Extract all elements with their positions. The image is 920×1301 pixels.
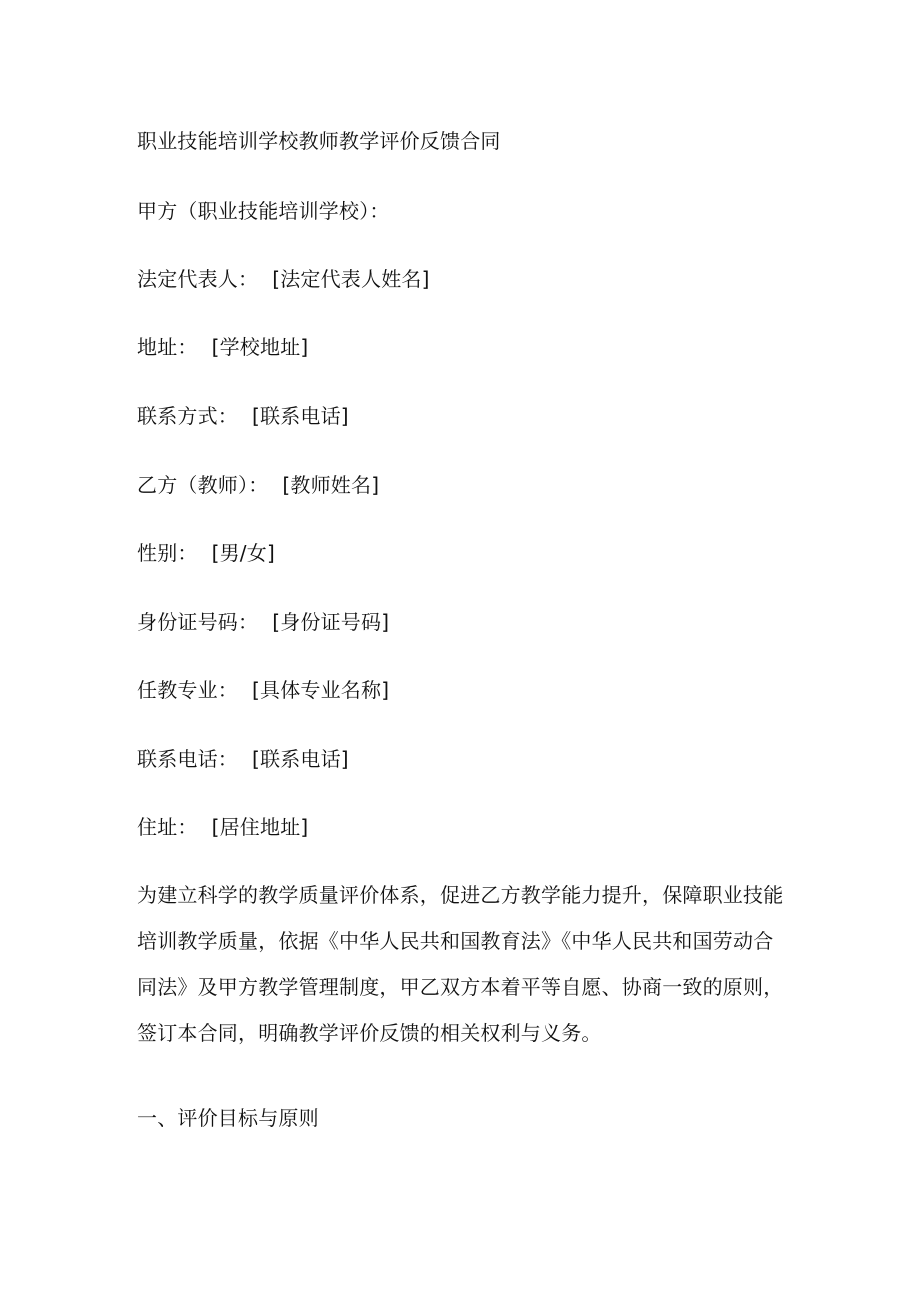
gender-label: 性别： [137, 541, 198, 565]
preamble-line: 培训教学质量，依据《中华人民共和国教育法》《中华人民共和国劳动合 [137, 929, 774, 953]
gender-line [137, 539, 275, 567]
preamble-line: 签订本合同，明确教学评价反馈的相关权利与义务。 [137, 1021, 602, 1045]
residence-value: [居住地址] [211, 815, 309, 839]
document-title: 职业技能培训学校教师教学评价反馈合同 [137, 129, 501, 153]
preamble-paragraph [137, 872, 787, 1056]
party-a-line [137, 197, 390, 225]
preamble-line: 为建立科学的教学质量评价体系，促进乙方教学能力提升，保障职业技能 [137, 883, 784, 907]
contact-a-value: [联系电话] [252, 404, 349, 428]
phone-b-label: 联系电话： [137, 747, 238, 771]
id-number-line [137, 608, 389, 636]
major-line [137, 676, 389, 704]
legal-rep-value: [法定代表人姓名] [272, 267, 430, 291]
address-value: [学校地址] [211, 335, 309, 359]
contact-a-label: 联系方式： [137, 404, 238, 428]
legal-rep-line [137, 265, 430, 293]
contact-a-line [137, 402, 349, 430]
residence-label: 住址： [137, 815, 198, 839]
party-a-label: 甲方（职业技能培训学校）： [137, 199, 390, 223]
party-b-line [137, 471, 379, 499]
major-label: 任教专业： [137, 678, 238, 702]
residence-line [137, 813, 308, 841]
id-number-value: [身份证号码] [272, 610, 390, 634]
gender-value: [男/女] [211, 541, 275, 565]
legal-rep-label: 法定代表人： [137, 267, 259, 291]
major-value: [具体专业名称] [252, 678, 390, 702]
section-heading: 一、评价目标与原则 [137, 1106, 319, 1130]
address-label: 地址： [137, 335, 198, 359]
party-b-label: 乙方（教师）： [137, 473, 269, 497]
address-line [137, 333, 308, 361]
phone-b-value: [联系电话] [252, 747, 349, 771]
party-b-value: [教师姓名] [282, 473, 380, 497]
phone-b-line [137, 745, 349, 773]
id-number-label: 身份证号码： [137, 610, 259, 634]
preamble-line: 同法》及甲方教学管理制度，甲乙双方本着平等自愿、协商一致的原则， [137, 975, 784, 999]
